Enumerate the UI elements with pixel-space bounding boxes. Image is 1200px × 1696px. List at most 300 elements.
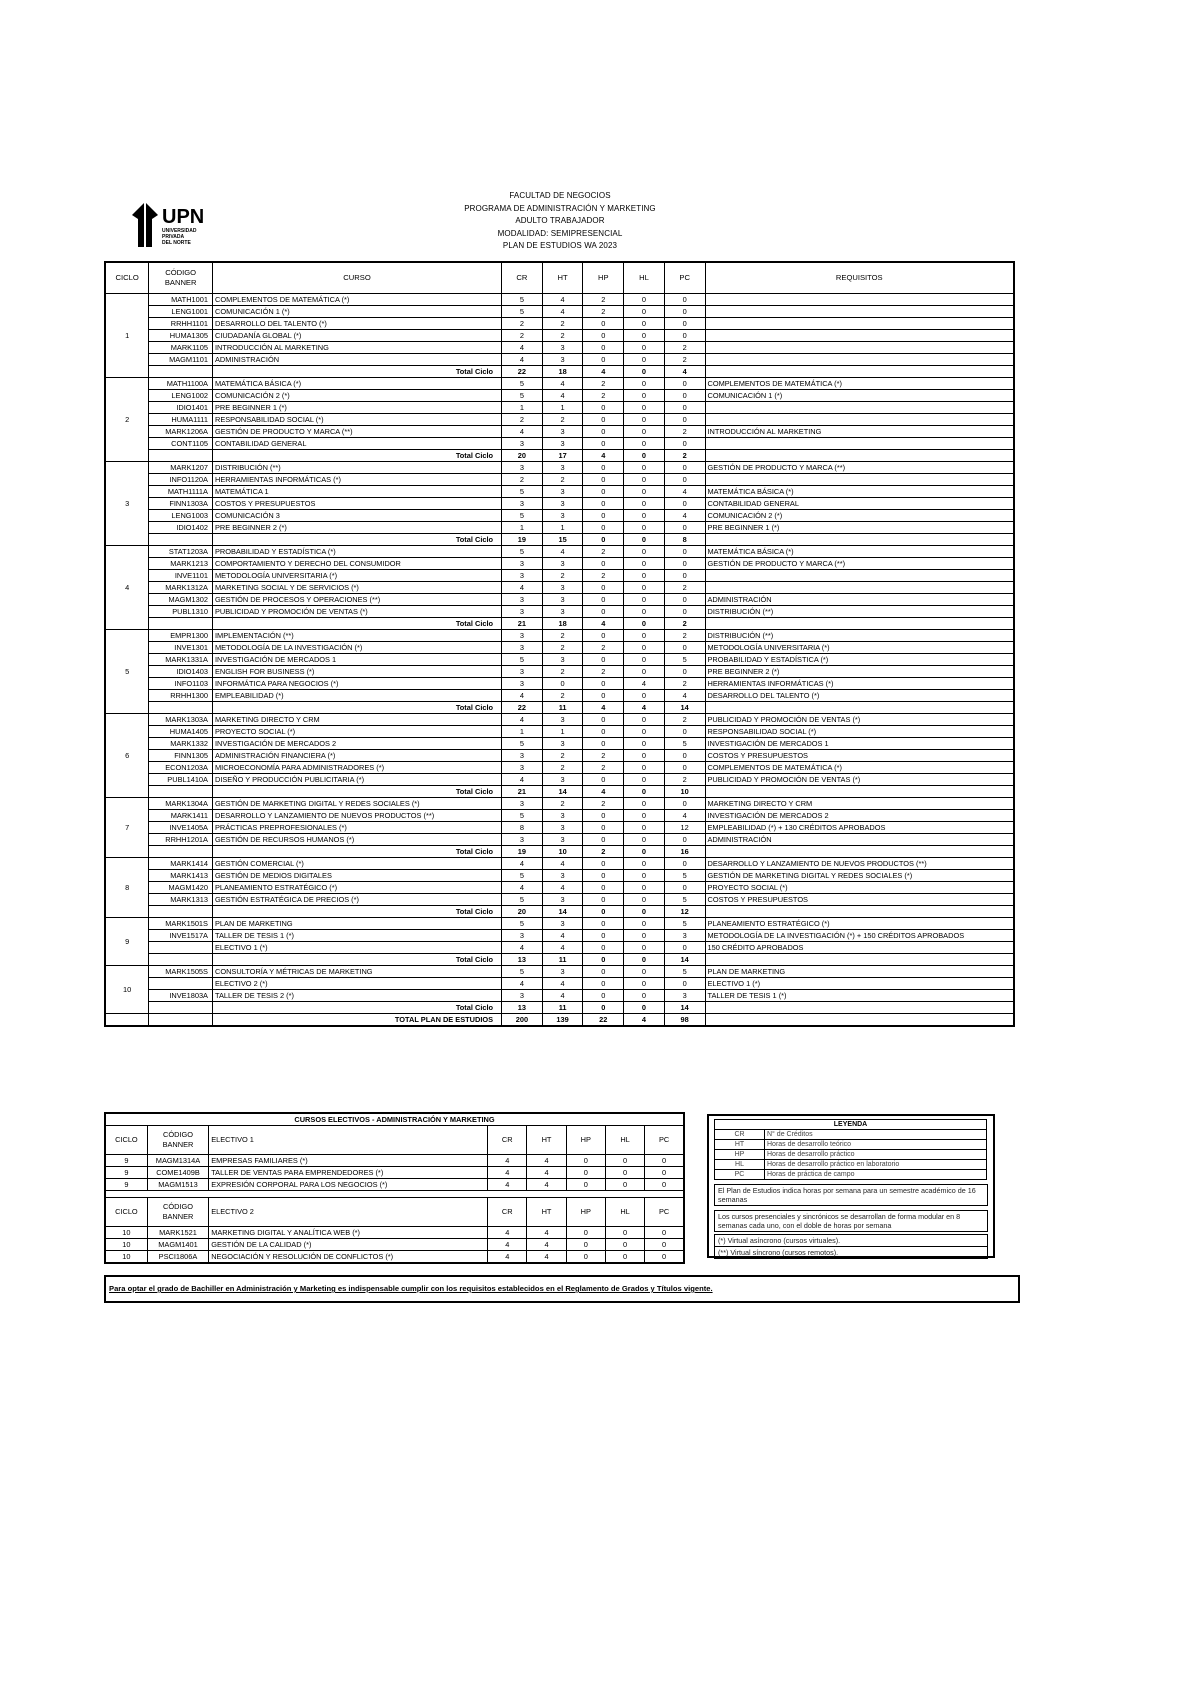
course-name: ELECTIVO 2 (*) bbox=[212, 978, 501, 990]
course-code: RRHH1101 bbox=[149, 318, 213, 330]
course-hours: 0 bbox=[664, 294, 705, 306]
course-requisites bbox=[705, 582, 1014, 594]
cycle-number: 2 bbox=[105, 378, 149, 462]
cycle-total-value: 15 bbox=[542, 534, 583, 546]
course-code: INVE1803A bbox=[149, 990, 213, 1002]
cycle-total-row bbox=[105, 906, 1014, 918]
course-name: PLAN DE MARKETING bbox=[212, 918, 501, 930]
course-name: METODOLOGÍA DE LA INVESTIGACIÓN (*) bbox=[212, 642, 501, 654]
table-row bbox=[105, 486, 1014, 498]
code-empty bbox=[149, 366, 213, 378]
course-name: RESPONSABILIDAD SOCIAL (*) bbox=[212, 414, 501, 426]
table-row bbox=[105, 714, 1014, 726]
course-code: MATH1001 bbox=[149, 294, 213, 306]
elective-cr: 4 bbox=[488, 1155, 527, 1167]
course-hours: 3 bbox=[542, 426, 583, 438]
elective-hp: 0 bbox=[566, 1227, 605, 1239]
course-hours: 0 bbox=[624, 714, 665, 726]
elective-name: EXPRESIÓN CORPORAL PARA LOS NEGOCIOS (*) bbox=[209, 1179, 488, 1191]
cycle-total-value: 11 bbox=[542, 702, 583, 714]
legend-abbr: CR bbox=[715, 1130, 765, 1140]
col-hp: HP bbox=[583, 262, 624, 294]
elective-name: MARKETING DIGITAL Y ANALÍTICA WEB (*) bbox=[209, 1227, 488, 1239]
requisites-empty bbox=[705, 954, 1014, 966]
course-requisites: EMPLEABILIDAD (*) + 130 CRÉDITOS APROBADOS bbox=[705, 822, 1014, 834]
course-hours: 5 bbox=[502, 654, 543, 666]
cycle-total-value: 18 bbox=[542, 366, 583, 378]
electives-header-row bbox=[105, 1198, 684, 1227]
cycle-total-row bbox=[105, 534, 1014, 546]
course-name: PROBABILIDAD Y ESTADÍSTICA (*) bbox=[212, 546, 501, 558]
cycle-number: 1 bbox=[105, 294, 149, 378]
course-requisites: COSTOS Y PRESUPUESTOS bbox=[705, 894, 1014, 906]
code-empty bbox=[149, 450, 213, 462]
course-code: RRHH1201A bbox=[149, 834, 213, 846]
course-hours: 4 bbox=[542, 942, 583, 954]
course-hours: 5 bbox=[664, 894, 705, 906]
cycle-total-value: 10 bbox=[542, 846, 583, 858]
course-hours: 0 bbox=[583, 630, 624, 642]
course-hours: 2 bbox=[502, 330, 543, 342]
empty bbox=[705, 1014, 1014, 1027]
course-hours: 4 bbox=[502, 858, 543, 870]
document-header bbox=[430, 190, 690, 253]
elective-ht: 4 bbox=[527, 1167, 566, 1179]
elective-cr: 4 bbox=[488, 1251, 527, 1264]
cycle-total-value: 11 bbox=[542, 954, 583, 966]
table-row bbox=[105, 594, 1014, 606]
course-hours: 4 bbox=[502, 582, 543, 594]
table-row bbox=[105, 306, 1014, 318]
cycle-total-label: Total Ciclo bbox=[212, 534, 501, 546]
electives-header-cell: HT bbox=[527, 1126, 566, 1155]
elective-hl: 0 bbox=[605, 1167, 644, 1179]
elective-row bbox=[105, 1251, 684, 1264]
course-name: CIUDADANÍA GLOBAL (*) bbox=[212, 330, 501, 342]
course-hours: 4 bbox=[664, 486, 705, 498]
course-hours: 3 bbox=[502, 462, 543, 474]
course-code: HUMA1305 bbox=[149, 330, 213, 342]
legend-table bbox=[714, 1119, 987, 1180]
course-hours: 2 bbox=[583, 294, 624, 306]
course-code: MATH1111A bbox=[149, 486, 213, 498]
course-hours: 0 bbox=[664, 978, 705, 990]
electives-header-cell: CÓDIGO BANNER bbox=[147, 1198, 208, 1227]
course-hours: 0 bbox=[624, 522, 665, 534]
course-name: GESTIÓN DE MARKETING DIGITAL Y REDES SOCIALES (*) bbox=[212, 798, 501, 810]
course-hours: 0 bbox=[664, 438, 705, 450]
legend-row bbox=[715, 1140, 987, 1150]
course-hours: 0 bbox=[624, 630, 665, 642]
course-requisites bbox=[705, 474, 1014, 486]
course-hours: 0 bbox=[583, 834, 624, 846]
course-code: INFO1103 bbox=[149, 678, 213, 690]
upn-logo bbox=[130, 201, 230, 249]
cycle-total-value: 14 bbox=[542, 906, 583, 918]
course-name: MATEMÁTICA BÁSICA (*) bbox=[212, 378, 501, 390]
course-hours: 0 bbox=[664, 474, 705, 486]
course-hours: 1 bbox=[502, 726, 543, 738]
course-hours: 3 bbox=[502, 630, 543, 642]
course-code: MARK1312A bbox=[149, 582, 213, 594]
cycle-total-label: Total Ciclo bbox=[212, 618, 501, 630]
svg-text:UNIVERSIDAD: UNIVERSIDAD bbox=[162, 228, 197, 234]
course-requisites bbox=[705, 414, 1014, 426]
course-hours: 0 bbox=[624, 582, 665, 594]
course-requisites: PRE BEGINNER 1 (*) bbox=[705, 522, 1014, 534]
course-hours: 3 bbox=[542, 810, 583, 822]
course-hours: 2 bbox=[664, 342, 705, 354]
course-name: COMPLEMENTOS DE MATEMÁTICA (*) bbox=[212, 294, 501, 306]
course-hours: 0 bbox=[664, 318, 705, 330]
legend-note-semester: El Plan de Estudios indica horas por semana para un semestre académico de 16 semanas bbox=[714, 1184, 988, 1206]
cycle-total-value: 4 bbox=[583, 618, 624, 630]
electives-table bbox=[104, 1112, 685, 1264]
table-row bbox=[105, 330, 1014, 342]
cycle-total-value: 4 bbox=[624, 702, 665, 714]
electives-header-cell: CICLO bbox=[105, 1126, 147, 1155]
course-hours: 5 bbox=[502, 870, 543, 882]
course-hours: 3 bbox=[664, 990, 705, 1002]
course-hours: 3 bbox=[542, 870, 583, 882]
course-hours: 0 bbox=[583, 810, 624, 822]
course-hours: 0 bbox=[624, 294, 665, 306]
course-hours: 5 bbox=[502, 294, 543, 306]
course-hours: 3 bbox=[542, 654, 583, 666]
electives-header-cell: CICLO bbox=[105, 1198, 147, 1227]
table-row bbox=[105, 762, 1014, 774]
course-hours: 4 bbox=[502, 774, 543, 786]
electives-title-row bbox=[105, 1113, 684, 1126]
cycle-total-value: 18 bbox=[542, 618, 583, 630]
course-hours: 3 bbox=[542, 774, 583, 786]
course-hours: 4 bbox=[542, 306, 583, 318]
elective-row bbox=[105, 1179, 684, 1191]
table-row bbox=[105, 342, 1014, 354]
course-hours: 4 bbox=[502, 426, 543, 438]
course-hours: 0 bbox=[624, 654, 665, 666]
requisites-empty bbox=[705, 618, 1014, 630]
course-hours: 3 bbox=[664, 930, 705, 942]
course-requisites: PROYECTO SOCIAL (*) bbox=[705, 882, 1014, 894]
course-hours: 0 bbox=[583, 414, 624, 426]
legend-note-sync: (**) Virtual síncrono (cursos remotos). bbox=[714, 1247, 988, 1259]
course-hours: 0 bbox=[624, 606, 665, 618]
course-hours: 4 bbox=[542, 390, 583, 402]
course-requisites: METODOLOGÍA DE LA INVESTIGACIÓN (*) + 150 CRÉDITOS APROBADOS bbox=[705, 930, 1014, 942]
elective-name: EMPRESAS FAMILIARES (*) bbox=[209, 1155, 488, 1167]
course-code: IDIO1403 bbox=[149, 666, 213, 678]
course-name: GESTIÓN COMERCIAL (*) bbox=[212, 858, 501, 870]
course-code: MATH1100A bbox=[149, 378, 213, 390]
cycle-total-value: 16 bbox=[664, 846, 705, 858]
course-hours: 0 bbox=[664, 606, 705, 618]
course-requisites: INVESTIGACIÓN DE MERCADOS 1 bbox=[705, 738, 1014, 750]
course-hours: 0 bbox=[624, 474, 665, 486]
cycle-total-value: 11 bbox=[542, 1002, 583, 1014]
course-requisites: GESTIÓN DE MARKETING DIGITAL Y REDES SOCIALES (*) bbox=[705, 870, 1014, 882]
course-requisites: 150 CRÉDITO APROBADOS bbox=[705, 942, 1014, 954]
course-hours: 0 bbox=[583, 318, 624, 330]
cycle-total-row bbox=[105, 618, 1014, 630]
course-hours: 1 bbox=[542, 402, 583, 414]
course-hours: 0 bbox=[624, 558, 665, 570]
course-hours: 0 bbox=[664, 378, 705, 390]
course-code: MAGM1420 bbox=[149, 882, 213, 894]
course-hours: 0 bbox=[624, 870, 665, 882]
course-hours: 4 bbox=[502, 942, 543, 954]
course-requisites: PLANEAMIENTO ESTRATÉGICO (*) bbox=[705, 918, 1014, 930]
course-hours: 0 bbox=[624, 834, 665, 846]
table-row bbox=[105, 402, 1014, 414]
course-code: HUMA1405 bbox=[149, 726, 213, 738]
course-code bbox=[149, 942, 213, 954]
code-empty bbox=[149, 906, 213, 918]
elective-hl: 0 bbox=[605, 1251, 644, 1264]
course-hours: 3 bbox=[542, 738, 583, 750]
table-header-row bbox=[105, 262, 1014, 294]
course-hours: 0 bbox=[624, 414, 665, 426]
svg-text:DEL NORTE: DEL NORTE bbox=[162, 240, 191, 246]
course-hours: 4 bbox=[624, 678, 665, 690]
course-requisites: RESPONSABILIDAD SOCIAL (*) bbox=[705, 726, 1014, 738]
table-row bbox=[105, 726, 1014, 738]
table-row bbox=[105, 498, 1014, 510]
course-hours: 0 bbox=[583, 558, 624, 570]
course-hours: 0 bbox=[624, 762, 665, 774]
course-hours: 4 bbox=[542, 882, 583, 894]
course-hours: 0 bbox=[664, 858, 705, 870]
course-hours: 0 bbox=[624, 798, 665, 810]
course-hours: 3 bbox=[502, 750, 543, 762]
course-hours: 5 bbox=[502, 390, 543, 402]
course-hours: 4 bbox=[664, 510, 705, 522]
table-row bbox=[105, 858, 1014, 870]
course-name: PRE BEGINNER 2 (*) bbox=[212, 522, 501, 534]
electives-header-cell: HL bbox=[605, 1126, 644, 1155]
table-row bbox=[105, 798, 1014, 810]
cycle-total-value: 0 bbox=[583, 534, 624, 546]
course-hours: 0 bbox=[583, 966, 624, 978]
course-code: RRHH1300 bbox=[149, 690, 213, 702]
cycle-total-label: Total Ciclo bbox=[212, 786, 501, 798]
electives-header-cell: HL bbox=[605, 1198, 644, 1227]
elective-cr: 4 bbox=[488, 1179, 527, 1191]
cycle-total-value: 17 bbox=[542, 450, 583, 462]
course-code: MARK1505S bbox=[149, 966, 213, 978]
code-empty bbox=[149, 534, 213, 546]
course-hours: 5 bbox=[502, 378, 543, 390]
course-requisites: PROBABILIDAD Y ESTADÍSTICA (*) bbox=[705, 654, 1014, 666]
course-hours: 0 bbox=[624, 966, 665, 978]
course-hours: 3 bbox=[542, 498, 583, 510]
course-hours: 5 bbox=[502, 510, 543, 522]
course-hours: 0 bbox=[664, 882, 705, 894]
electives-header-cell: ELECTIVO 2 bbox=[209, 1198, 488, 1227]
course-name: TALLER DE TESIS 1 (*) bbox=[212, 930, 501, 942]
course-hours: 4 bbox=[502, 690, 543, 702]
cycle-total-value: 0 bbox=[624, 534, 665, 546]
cycle-total-value: 22 bbox=[502, 366, 543, 378]
course-name: METODOLOGÍA UNIVERSITARIA (*) bbox=[212, 570, 501, 582]
table-row bbox=[105, 774, 1014, 786]
course-code: MARK1313 bbox=[149, 894, 213, 906]
course-hours: 4 bbox=[542, 546, 583, 558]
cycle-total-value: 4 bbox=[583, 366, 624, 378]
code-empty bbox=[149, 786, 213, 798]
course-hours: 4 bbox=[502, 882, 543, 894]
course-hours: 3 bbox=[502, 990, 543, 1002]
course-hours: 2 bbox=[542, 642, 583, 654]
course-hours: 5 bbox=[664, 918, 705, 930]
course-name: PUBLICIDAD Y PROMOCIÓN DE VENTAS (*) bbox=[212, 606, 501, 618]
course-hours: 3 bbox=[502, 834, 543, 846]
cycle-total-row bbox=[105, 366, 1014, 378]
course-hours: 3 bbox=[502, 666, 543, 678]
elective-cycle: 9 bbox=[105, 1155, 147, 1167]
course-hours: 4 bbox=[502, 714, 543, 726]
course-requisites: ELECTIVO 1 (*) bbox=[705, 978, 1014, 990]
course-code bbox=[149, 978, 213, 990]
cycle-total-label: Total Ciclo bbox=[212, 954, 501, 966]
cycle-total-row bbox=[105, 786, 1014, 798]
course-hours: 2 bbox=[542, 414, 583, 426]
grand-total-label: TOTAL PLAN DE ESTUDIOS bbox=[212, 1014, 501, 1027]
col-cr: CR bbox=[502, 262, 543, 294]
course-hours: 0 bbox=[583, 462, 624, 474]
spacer-row bbox=[105, 1191, 684, 1198]
course-hours: 0 bbox=[664, 402, 705, 414]
table-row bbox=[105, 750, 1014, 762]
course-hours: 0 bbox=[583, 894, 624, 906]
course-name: ADMINISTRACIÓN FINANCIERA (*) bbox=[212, 750, 501, 762]
course-hours: 2 bbox=[542, 630, 583, 642]
course-hours: 2 bbox=[502, 474, 543, 486]
course-name: HERRAMIENTAS INFORMÁTICAS (*) bbox=[212, 474, 501, 486]
legend-abbr: HT bbox=[715, 1140, 765, 1150]
cycle-total-value: 0 bbox=[583, 954, 624, 966]
cycle-total-value: 20 bbox=[502, 450, 543, 462]
course-hours: 2 bbox=[542, 690, 583, 702]
course-hours: 4 bbox=[542, 858, 583, 870]
course-hours: 8 bbox=[502, 822, 543, 834]
grand-total-value: 200 bbox=[502, 1014, 543, 1027]
course-name: GESTIÓN ESTRATÉGICA DE PRECIOS (*) bbox=[212, 894, 501, 906]
table-row bbox=[105, 822, 1014, 834]
course-hours: 0 bbox=[583, 738, 624, 750]
course-code: STAT1203A bbox=[149, 546, 213, 558]
course-hours: 0 bbox=[624, 510, 665, 522]
course-hours: 0 bbox=[583, 726, 624, 738]
cycle-total-value: 19 bbox=[502, 534, 543, 546]
elective-ht: 4 bbox=[527, 1155, 566, 1167]
course-requisites: MATEMÁTICA BÁSICA (*) bbox=[705, 486, 1014, 498]
course-hours: 2 bbox=[542, 666, 583, 678]
elective-cycle: 9 bbox=[105, 1179, 147, 1191]
course-code: FINN1305 bbox=[149, 750, 213, 762]
table-row bbox=[105, 474, 1014, 486]
course-code: INVE1405A bbox=[149, 822, 213, 834]
course-hours: 0 bbox=[624, 390, 665, 402]
col-pc: PC bbox=[664, 262, 705, 294]
grand-total-value: 4 bbox=[624, 1014, 665, 1027]
course-hours: 2 bbox=[583, 798, 624, 810]
course-hours: 2 bbox=[583, 666, 624, 678]
course-hours: 0 bbox=[583, 354, 624, 366]
course-hours: 2 bbox=[583, 378, 624, 390]
course-hours: 0 bbox=[664, 798, 705, 810]
grand-total-value: 139 bbox=[542, 1014, 583, 1027]
cycle-total-label: Total Ciclo bbox=[212, 906, 501, 918]
course-requisites bbox=[705, 570, 1014, 582]
course-hours: 0 bbox=[624, 918, 665, 930]
elective-row bbox=[105, 1167, 684, 1179]
course-hours: 2 bbox=[664, 678, 705, 690]
course-hours: 2 bbox=[583, 390, 624, 402]
cycle-total-label: Total Ciclo bbox=[212, 702, 501, 714]
cycle-number: 4 bbox=[105, 546, 149, 630]
course-hours: 0 bbox=[583, 654, 624, 666]
course-requisites bbox=[705, 306, 1014, 318]
logo-text: UPN bbox=[162, 206, 205, 228]
legend-desc: N° de Créditos bbox=[765, 1130, 987, 1140]
cycle-total-row bbox=[105, 702, 1014, 714]
course-hours: 0 bbox=[583, 882, 624, 894]
col-hl: HL bbox=[624, 262, 665, 294]
course-code: IDIO1402 bbox=[149, 522, 213, 534]
legend-row bbox=[715, 1160, 987, 1170]
cycle-total-value: 14 bbox=[664, 702, 705, 714]
legend-abbr: PC bbox=[715, 1170, 765, 1180]
cycle-total-value: 0 bbox=[583, 1002, 624, 1014]
course-hours: 0 bbox=[624, 570, 665, 582]
course-code: HUMA1111 bbox=[149, 414, 213, 426]
cycle-total-value: 4 bbox=[583, 786, 624, 798]
course-hours: 5 bbox=[664, 870, 705, 882]
course-requisites bbox=[705, 354, 1014, 366]
electives-header-cell: PC bbox=[645, 1126, 684, 1155]
table-row bbox=[105, 294, 1014, 306]
elective-code: MAGM1401 bbox=[147, 1239, 208, 1251]
course-hours: 3 bbox=[502, 642, 543, 654]
course-hours: 4 bbox=[542, 930, 583, 942]
course-requisites bbox=[705, 438, 1014, 450]
legend-desc: Horas de desarrollo teórico bbox=[765, 1140, 987, 1150]
course-hours: 0 bbox=[583, 582, 624, 594]
course-requisites: MARKETING DIRECTO Y CRM bbox=[705, 798, 1014, 810]
course-requisites bbox=[705, 330, 1014, 342]
course-hours: 0 bbox=[664, 762, 705, 774]
course-name: COMUNICACIÓN 1 (*) bbox=[212, 306, 501, 318]
course-hours: 2 bbox=[542, 750, 583, 762]
table-row bbox=[105, 930, 1014, 942]
legend-title: LEYENDA bbox=[715, 1120, 987, 1130]
course-hours: 3 bbox=[542, 594, 583, 606]
course-hours: 0 bbox=[624, 318, 665, 330]
legend-row bbox=[715, 1170, 987, 1180]
course-code: MARK1105 bbox=[149, 342, 213, 354]
course-hours: 2 bbox=[583, 546, 624, 558]
legend-title-row bbox=[715, 1120, 987, 1130]
course-hours: 3 bbox=[502, 762, 543, 774]
study-plan-table bbox=[104, 261, 1015, 1027]
elective-ht: 4 bbox=[527, 1227, 566, 1239]
course-code: MARK1304A bbox=[149, 798, 213, 810]
course-hours: 0 bbox=[624, 894, 665, 906]
course-hours: 2 bbox=[664, 774, 705, 786]
course-hours: 0 bbox=[624, 978, 665, 990]
course-requisites: COSTOS Y PRESUPUESTOS bbox=[705, 750, 1014, 762]
